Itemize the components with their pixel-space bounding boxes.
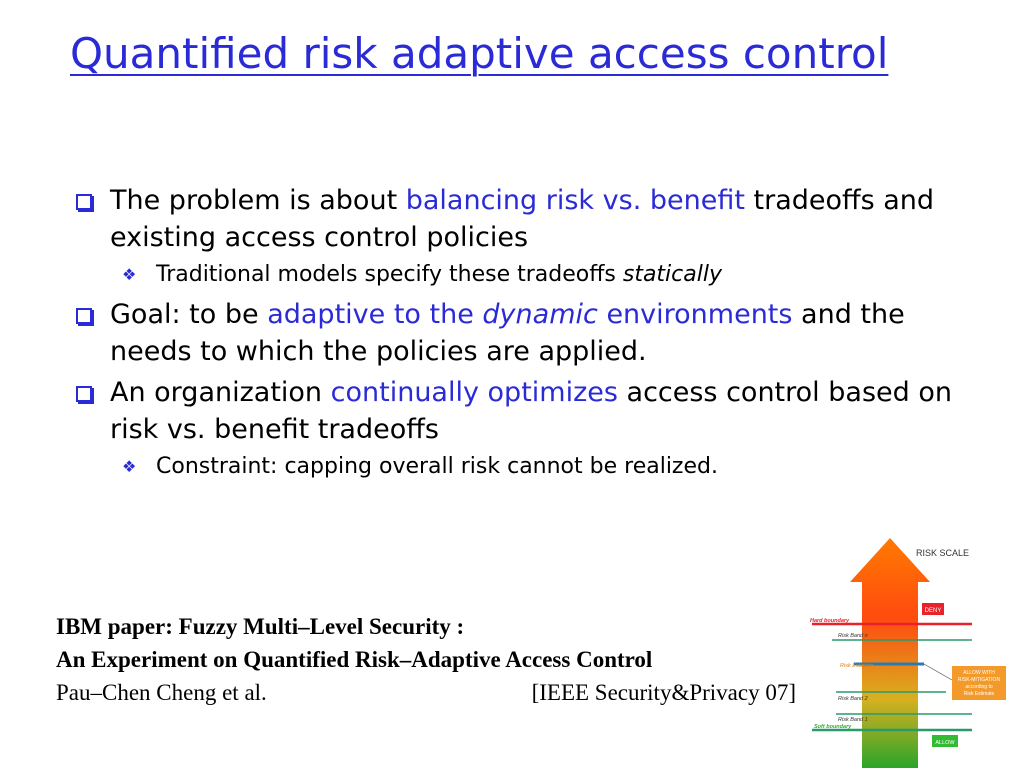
diamond-bullet-icon: ❖ [122,265,137,284]
allow-mitigation-line-1: ALLOW WITH [963,670,995,676]
allow-label: ALLOW [935,740,955,746]
slide-title: Quantified risk adaptive access control [70,29,889,78]
reference-authors: Pau–Chen Cheng et al. [56,680,267,705]
diamond-bullet-icon: ❖ [122,457,137,476]
risk-arrow [850,538,930,768]
reference-line-2: An Experiment on Quantified Risk–Adaptive Access Control [56,647,653,672]
paper-reference [56,610,796,709]
bullet-item: The problem is about balancing risk vs. benefit tradeoffs and existing access control policies [74,182,974,256]
risk-band-2-label: Risk Band 2 [838,696,868,702]
allow-mitigation-line-2: RISK-MITIGATION [957,677,1001,683]
allow-mitigation-line-4: Risk Estimate [963,691,995,697]
highlight-text: continually optimizes [330,377,618,408]
allow-mitigation-line-3: according to [965,684,993,690]
risk-band-1-label: Risk Band 1 [838,717,868,723]
square-bullet-icon [76,194,92,210]
hard-boundary-label: Hard boundary [810,618,850,624]
sub-bullet-item: ❖ Traditional models specify these tradeoffs statically [74,260,974,290]
mitigation-connector [924,664,952,680]
risk-band-n-label: Risk Band n [838,633,868,639]
square-bullet-icon [76,386,92,402]
reference-venue: [IEEE Security&Privacy 07] [531,680,796,705]
deny-label: DENY [924,608,942,614]
highlight-text: balancing risk vs. benefit [405,185,745,216]
square-bullet-icon [76,308,92,324]
highlight-text: adaptive to the dynamic environments [267,299,793,330]
bullet-item: Goal: to be adaptive to the dynamic environments and the needs to which the policies are applied. [74,296,974,370]
risk-estimate-label: Risk Estimate [840,663,874,669]
risk-scale-label: RISK SCALE [916,548,970,558]
bullet-item: An organization continually optimizes access control based on risk vs. benefit tradeoffs [74,374,974,448]
sub-bullet-item: ❖ Constraint: capping overall risk cannot be realized. [74,452,974,482]
risk-scale-figure [806,530,1024,768]
soft-boundary-label: Soft boundary [814,724,852,730]
reference-line-1: IBM paper: Fuzzy Multi–Level Security : [56,614,465,639]
bullet-list [74,182,974,488]
